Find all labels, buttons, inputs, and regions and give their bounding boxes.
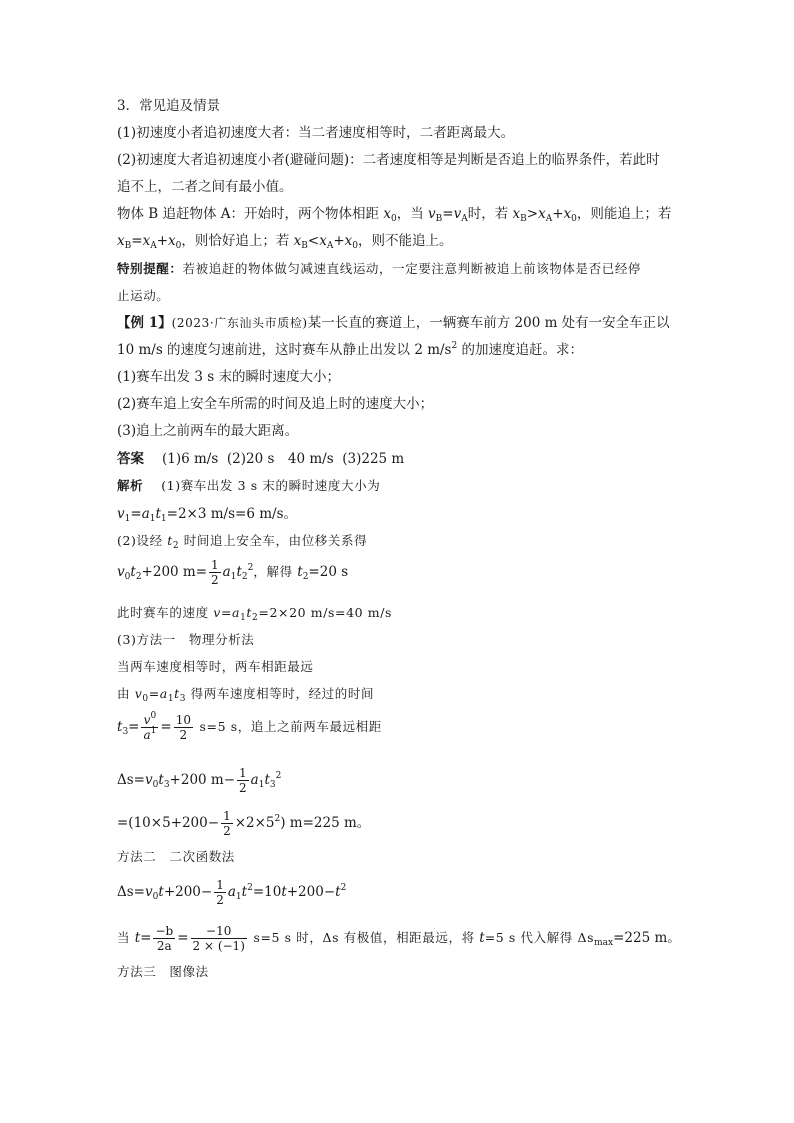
method-2-function: $\Delta s=v_0t+200-$ $\frac{1}{2}$ $a_1t^2=10t+200-t^2$: [117, 878, 347, 907]
method-3-label: 方法三 图像法: [117, 964, 209, 979]
section-heading: 3．常见追及情景: [117, 98, 221, 114]
equation-v1: $v_1=a_1t_1=2\times 3$ m/s=6 m/s。: [117, 506, 297, 524]
method-2-extremum: 当 t= $\frac{-b}{2a}$ = $\frac{-10}{2 \times (-1)}$ s=5 s 时，Δs 有极值，相距最远，将 t=5 s 代入解得 $\Delta s_{max}=225$ m。: [117, 924, 681, 953]
question-2: (2)赛车追上安全车所需的时间及追上时的速度大小；: [117, 396, 434, 412]
case-2-line-1: (2)初速度大者追初速度小者(避碰问题)：二者速度相等是判断是否追上的临界条件，若此时: [117, 152, 660, 168]
case-2-line-2: 追不上，二者之间有最小值。: [117, 179, 293, 195]
equation-displacement: $v_0t_2+200$ m= $\frac{1}{2}$ $a_1t_2^2$，解得 $t_2=20$ s: [117, 558, 349, 587]
special-tip-line-2: 止运动。: [117, 288, 170, 303]
analysis-line-1: 解析 (1)赛车出发 3 s 末的瞬时速度大小为: [117, 478, 381, 493]
method-2-label: 方法二 二次函数法: [117, 849, 235, 864]
method-1-label: (3)方法一 物理分析法: [117, 632, 255, 647]
chase-condition-line-1: 物体 B 追赶物体 A：开始时，两个物体相距 $x_0$，当 $v_B=v_A$时，若 $x_B>x_A+x_0$，则能追上；若: [117, 206, 672, 224]
answer-line: 答案 (1)6 m/s (2)20 s 40 m/s (3)225 m: [117, 451, 405, 467]
question-1: (1)赛车出发 3 s 末的瞬时速度大小；: [117, 369, 341, 385]
method-1-result: =(10×5+200− $\frac{1}{2}$ $\times 2\times 5^2$) m=225 m。: [117, 809, 371, 838]
question-3: (3)追上之前两车的最大距离。: [117, 423, 299, 439]
analysis-label: 解析: [117, 478, 144, 493]
example-source: (2023·广东汕头市质检): [171, 316, 308, 330]
special-tip-label: 特别提醒：: [117, 261, 183, 276]
example-line-2: 10 m/s 的速度匀速前进，这时赛车从静止出发以 2 $m/s^2$ 的加速度追赶。求：: [117, 341, 584, 358]
case-1: (1)初速度小者追初速度大者：当二者速度相等时，二者距离最大。: [117, 125, 515, 141]
method-1-line-1: 当两车速度相等时，两车相距最远: [117, 659, 314, 674]
chase-condition-line-2: $x_B=x_A+x_0$，则恰好追上；若 $x_B<x_A+x_0$，则不能追上。: [117, 233, 453, 251]
method-1-line-2: 由 $v_0=a_1t_3$ 得两车速度相等时，经过的时间: [117, 686, 375, 704]
method-1-time: $t_3=$ $\frac{v^0}{a^1}$ = $\frac{10}{2}$ s=5 s，追上之前两车最远相距: [117, 711, 382, 742]
example-line-1: 【例 1】(2023·广东汕头市质检)某一长直的赛道上，一辆赛车前方 200 m 处有一安全车正以: [117, 315, 670, 331]
analysis-line-2: (2)设经 $t_2$ 时间追上安全车，由位移关系得: [117, 533, 368, 551]
special-tip-line-1: 特别提醒：若被追赶的物体做匀减速直线运动，一定要注意判断被追上前该物体是否已经停: [117, 261, 642, 276]
method-1-ds: $\Delta s=v_0t_3+200$ m− $\frac{1}{2}$ $a_1t_3^2$: [117, 766, 282, 795]
answer-label: 答案: [117, 451, 144, 467]
analysis-line-3: 此时赛车的速度 $v=a_1t_2=2\times 20$ m/s=40 m/s: [117, 605, 393, 623]
example-tag: 【例 1】: [117, 315, 172, 331]
